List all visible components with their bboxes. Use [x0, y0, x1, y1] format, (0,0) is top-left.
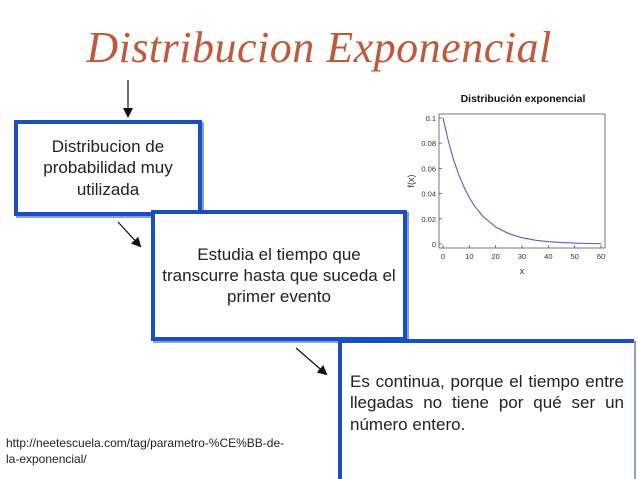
y-tick-label: 0.02: [421, 214, 436, 224]
x-tick-label: 10: [465, 252, 474, 261]
x-tick-label: 20: [491, 252, 500, 261]
plot-frame: [439, 114, 605, 248]
box3-text: Es continua, porque el tiempo entre llegadas no tiene por qué ser un número entero.: [350, 372, 624, 434]
chart-title: Distribución exponencial: [460, 93, 586, 105]
page-title: Distribucion Exponencial: [86, 23, 552, 72]
source-url: http://neetescuela.com/tag/parametro-%CE%BB-de-la-exponencial/: [6, 436, 285, 467]
x-tick-label: 40: [544, 252, 553, 261]
x-tick-label: 0: [440, 252, 446, 261]
x-tick-label: 50: [570, 252, 579, 261]
y-tick-label: 0.04: [421, 189, 436, 199]
arrow-box1-to-box2: [118, 222, 140, 246]
y-tick-label: 0: [431, 240, 436, 249]
y-tick-label: 0.1: [425, 114, 436, 123]
y-tick-label: 0.08: [421, 139, 436, 149]
x-tick-label: 30: [517, 252, 527, 261]
x-tick-label: 60: [596, 252, 606, 261]
arrow-box2-to-box3: [296, 348, 326, 374]
exponential-chart: [405, 86, 610, 286]
box-continuous-explanation: [338, 339, 634, 479]
box-time-until-event: [151, 210, 407, 341]
x-axis-label: x: [519, 266, 525, 276]
y-axis-label: f(x): [406, 174, 416, 188]
box1-text: Distribucion de probabilidad muy utilizada: [43, 137, 173, 199]
box-probability-distribution: [14, 120, 202, 216]
y-tick-label: 0.06: [421, 164, 436, 174]
box2-text: Estudia el tiempo que transcurre hasta que suceda el primer evento: [162, 244, 396, 307]
